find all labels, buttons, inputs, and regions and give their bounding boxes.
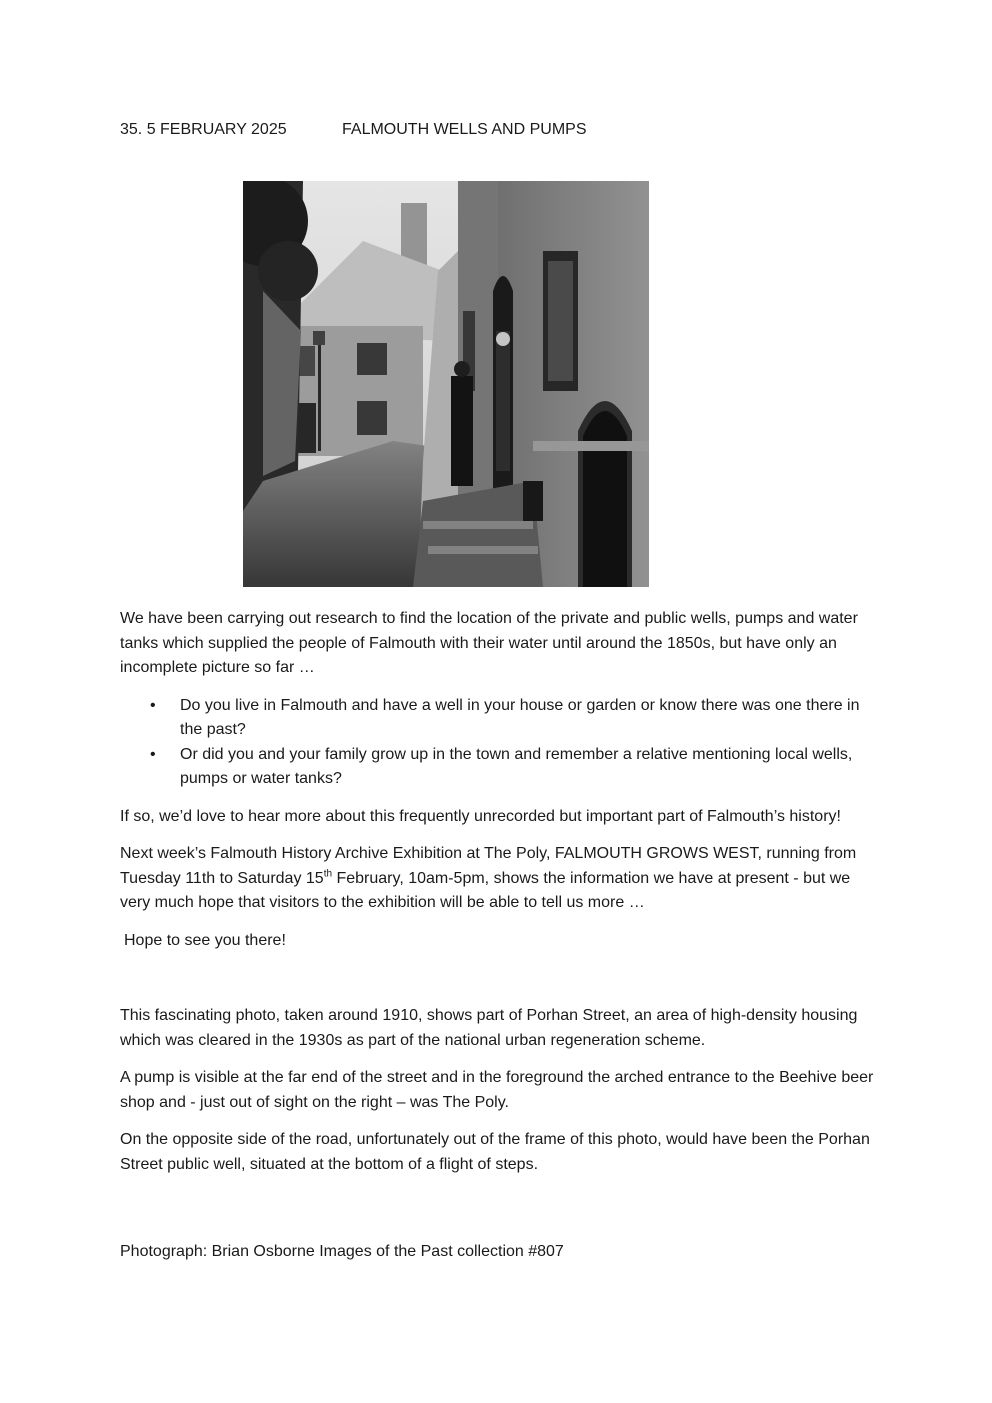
hope-paragraph: Hope to see you there! [124, 931, 286, 949]
list-item: • Do you live in Falmouth and have a well in your house or garden or know there was one there in the past? [180, 694, 878, 743]
question-list [120, 694, 878, 792]
exhibition-paragraph: Next week’s Falmouth History Archive Exhibition at The Poly, FALMOUTH GROWS WEST, running from Tuesday 11th to Saturday 15th February, 10am-5pm, shows the information we have at present - but we very much hope that visitors to the exhibition will be able to tell us more … [120, 845, 857, 911]
if-so-paragraph: If so, we’d love to hear more about this frequently unrecorded but important part of Falmouth’s history! [120, 807, 841, 825]
historic-street-photo [243, 181, 649, 587]
bullet-icon: • [150, 696, 156, 714]
intro-paragraph: We have been carrying out research to find the location of the private and public wells, pumps and water tanks which supplied the people of Falmouth with their water until around the 1850s, but have only an incomplete picture so far … [120, 610, 858, 676]
article-body [120, 607, 878, 1278]
bullet-icon: • [150, 745, 156, 763]
photo-credit: Photograph: Brian Osborne Images of the Past collection #807 [120, 1243, 564, 1260]
photo-description-3: On the opposite side of the road, unfortunately out of the frame of this photo, would have been the Porhan Street public well, situated at the bottom of a flight of steps. [120, 1131, 870, 1173]
list-item: • Or did you and your family grow up in the town and remember a relative mentioning local wells, pumps or water tanks? [180, 743, 878, 792]
photo-description-2: A pump is visible at the far end of the street and in the foreground the arched entrance to the Beehive beer shop and - just out of sight on the right – was The Poly. [120, 1069, 874, 1111]
article-header [120, 121, 587, 139]
article-title: FALMOUTH WELLS AND PUMPS [342, 121, 587, 138]
photo-description-1: This fascinating photo, taken around 1910, shows part of Porhan Street, an area of high-density housing which was cleared in the 1930s as part of the national urban regeneration scheme. [120, 1007, 858, 1049]
article-number-date: 35. 5 FEBRUARY 2025 [120, 121, 287, 138]
